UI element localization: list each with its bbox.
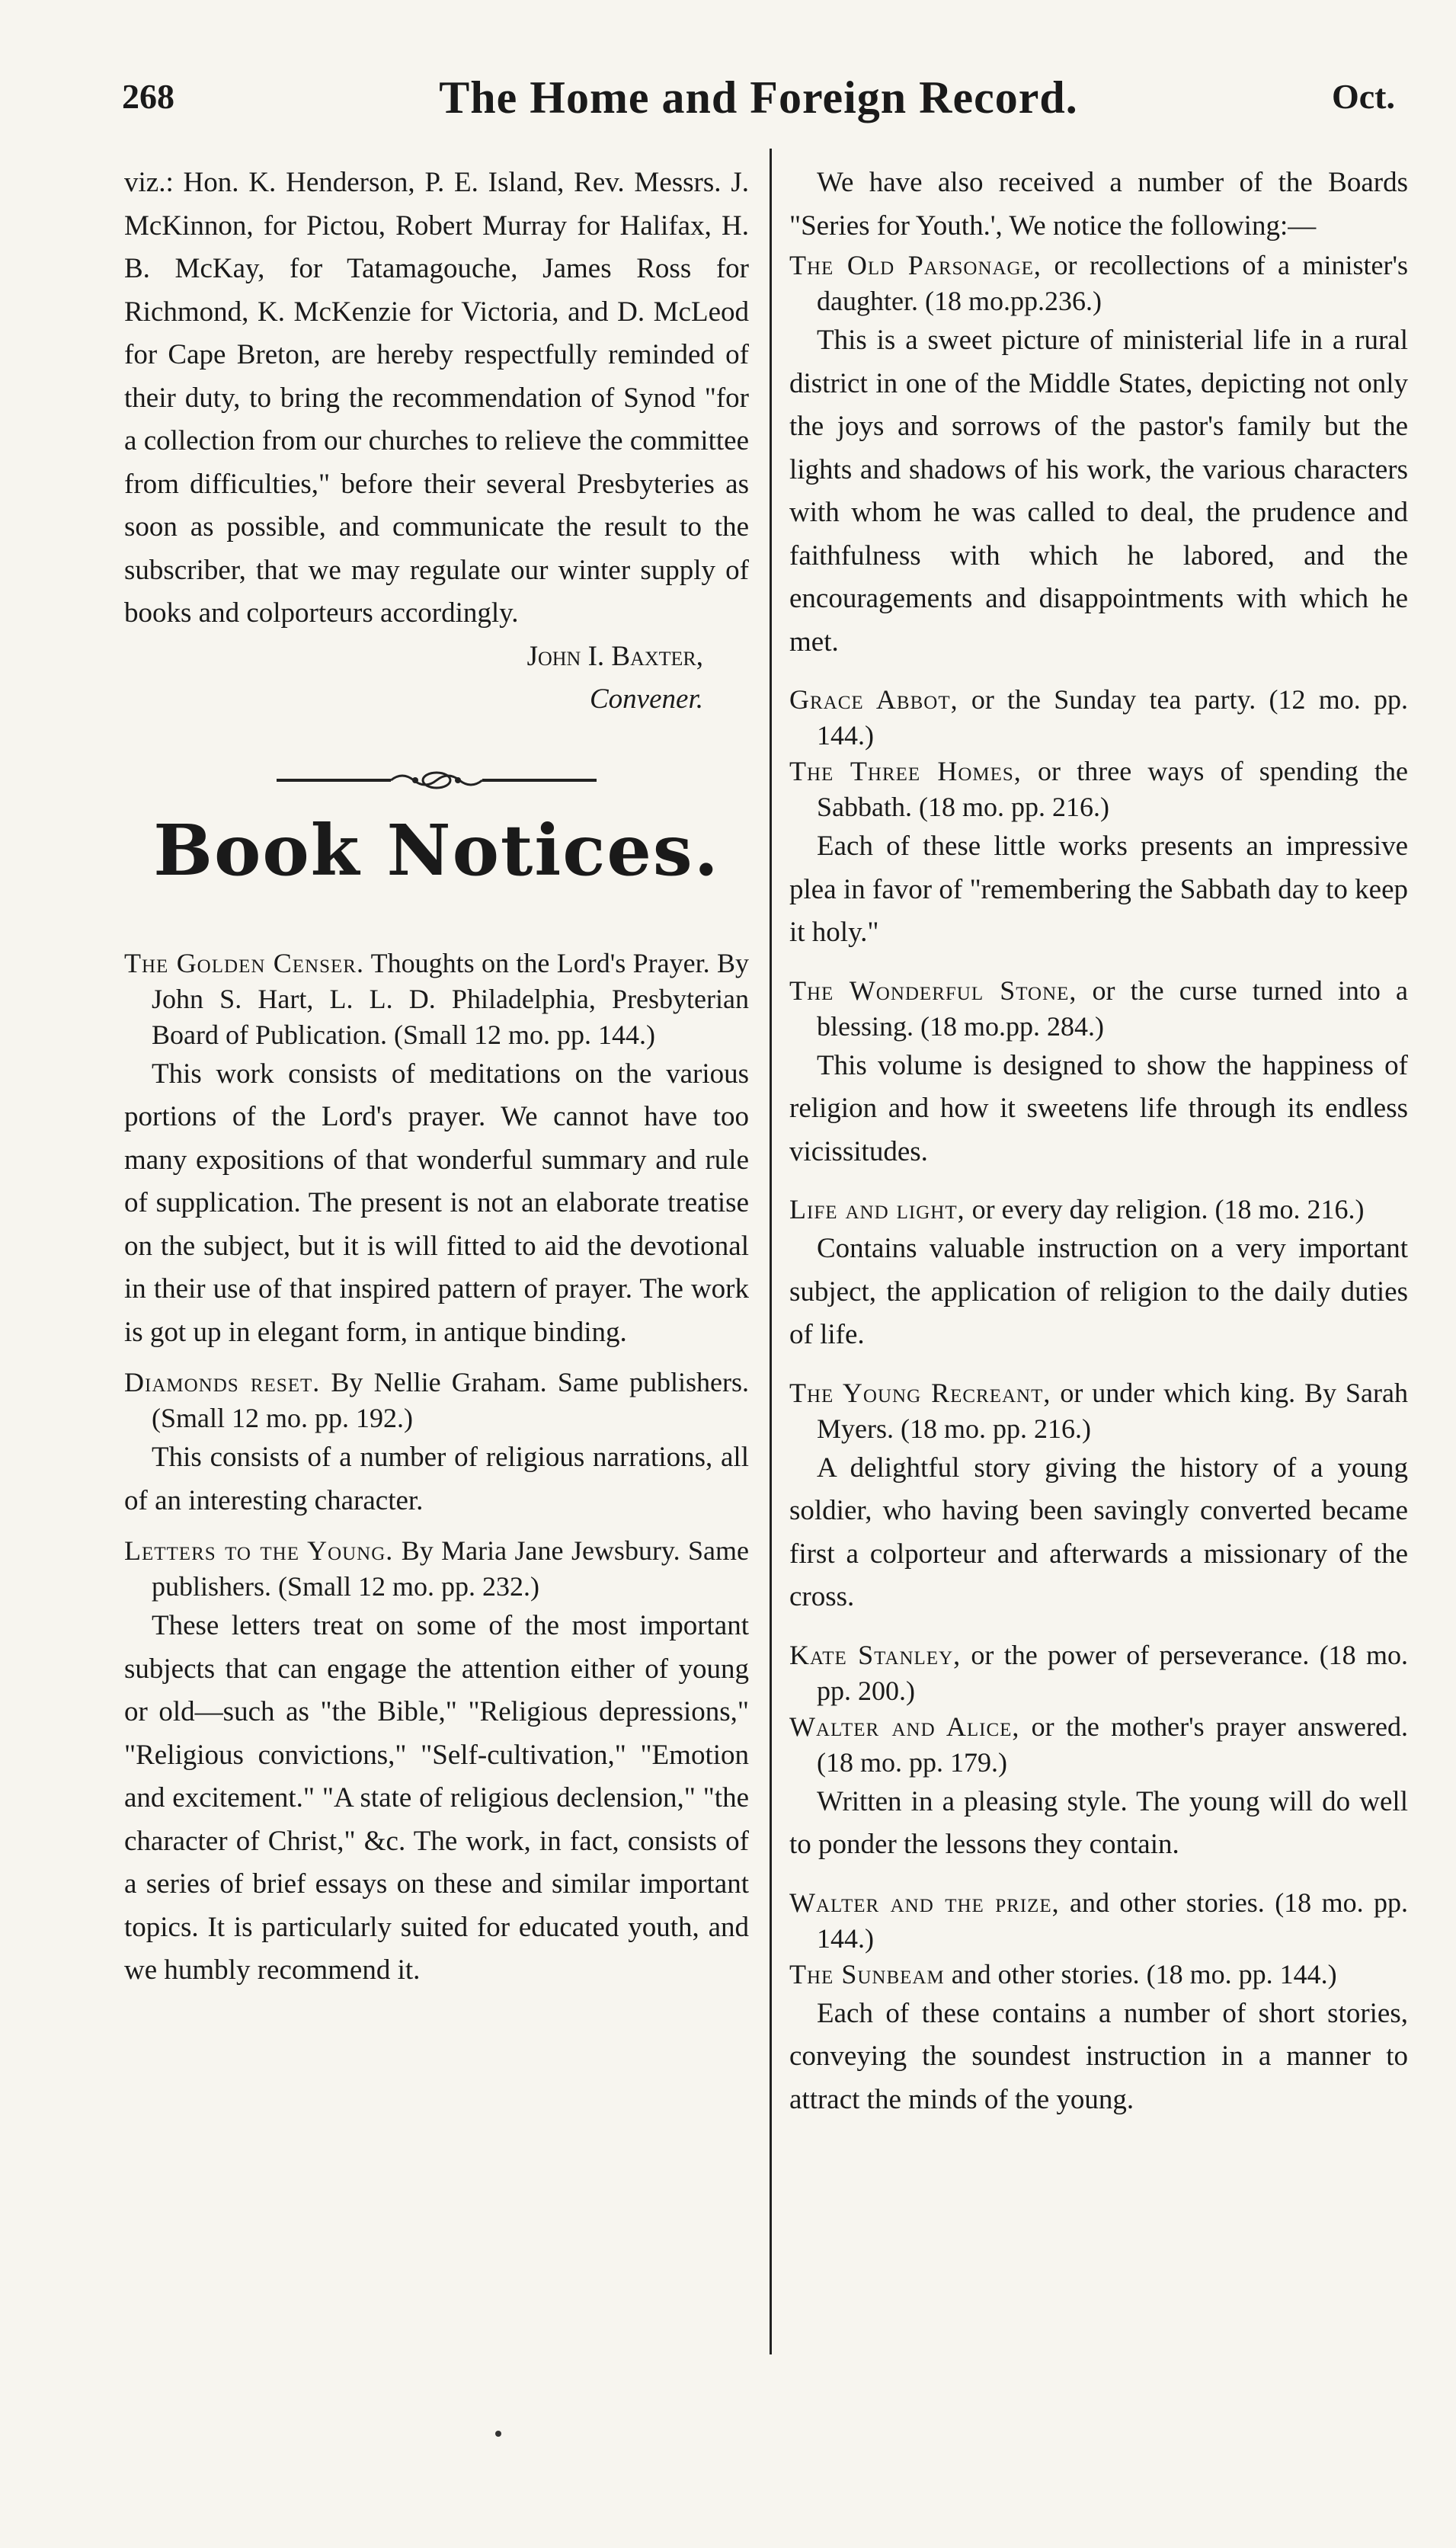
notice-details: and other stories. (18 mo. pp. 144.) — [944, 1958, 1337, 1989]
notice-title: Walter and Alice, — [789, 1711, 1020, 1742]
notice-title: Kate Stanley, — [789, 1639, 962, 1670]
notice-title: The Golden Censer. — [124, 947, 364, 978]
notice-details: or every day religion. (18 mo. 216.) — [965, 1194, 1365, 1224]
notice-title: The Wonderful Stone, — [789, 975, 1077, 1006]
notice-title: The Sunbeam — [789, 1958, 945, 1989]
notice-title: Letters to the Young. — [124, 1535, 394, 1566]
notice-details: or under which king. By Sarah Myers. (18 mo. pp. 216.) — [817, 1377, 1408, 1444]
ornament-divider — [124, 767, 749, 793]
notice-entry — [789, 973, 1408, 1045]
notice-details: or recollections of a minister's daughter. (18 mo.pp.236.) — [817, 250, 1409, 316]
notice-body: This is a sweet picture of ministerial life in a rural district in one of the Middle States, depicting not only the joys and sorrows of the pastor's family but the lights and shadows of his work, the various characters with whom he was called to deal, the prudence and faithfulness with which he labored, and the encouragements and disappointments with which he met. — [789, 325, 1408, 658]
notice-details: or the curse turned into a blessing. (18 mo.pp. 284.) — [817, 975, 1409, 1042]
notice-title: Life and light, — [789, 1194, 965, 1224]
notice-details: By Nellie Graham. Same publishers. (Small 12 mo. pp. 192.) — [152, 1367, 749, 1433]
notice-title: The Three Homes, — [789, 756, 1022, 786]
notice-title: Walter and the prize, — [789, 1887, 1060, 1918]
notice-details: and other stories. (18 mo. pp. 144.) — [817, 1887, 1408, 1954]
notice-entry — [789, 1375, 1408, 1447]
notice-title: The Old Parsonage, — [789, 250, 1042, 280]
notice-body: Each of these contains a number of short stories, conveying the soundest instruction in a manner to attract the minds of the young. — [789, 1997, 1408, 2115]
notice-entry — [789, 1709, 1408, 1781]
notice-details: or the mother's prayer answered. (18 mo. pp. 179.) — [817, 1711, 1408, 1778]
notice-details: By Maria Jane Jewsbury. Same publishers. (Small 12 mo. pp. 232.) — [152, 1535, 749, 1602]
notice-entry — [124, 1365, 749, 1522]
signature-role: Convener. — [590, 683, 703, 715]
synod-notice-text: viz.: Hon. K. Henderson, P. E. Island, Rev. Messrs. J. McKinnon, for Pictou, Robert Murray for Halifax, H. B. McKay, for Tatamagouche, James Ross for Richmond, K. McKenzie for Victoria, and D. McLeod for Cape Breton, are hereby respectfully reminded of their duty, to bring the recommendation of Synod "for a collection from our churches to relieve the committee from difficulties," before their several Presbyteries as soon as possible, and communicate the result to the subscriber, that we may regulate our winter supply of books and colporteurs accordingly. — [124, 167, 749, 629]
series-intro: We have also received a number of the Boards "Series for Youth.', We notice the following:— — [789, 167, 1408, 242]
notice-entry — [789, 1637, 1408, 1709]
notice-details: or three ways of spending the Sabbath. (18 mo. pp. 216.) — [817, 756, 1408, 822]
notice-body: This volume is designed to show the happiness of religion and how it sweetens life through its endless vicissitudes. — [789, 1049, 1408, 1167]
notice-body: These letters treat on some of the most important subjects that can engage the attention either of young or old—such as "the Bible," "Religious depressions," "Religious convictions," "Self-cultivation," "Emotion and excitement." "A state of religious declension," "the character of Christ," &c. The work, in fact, consists of a series of brief essays on these and similar important topics. It is particularly suited for educated youth, and we humbly recommend it. — [124, 1610, 749, 1986]
notice-details: or the power of perseverance. (18 mo. pp. 200.) — [817, 1639, 1408, 1706]
notice-entry — [789, 1192, 1408, 1228]
notice-title: The Young Recreant, — [789, 1377, 1051, 1408]
notice-body: Written in a pleasing style. The young will do well to ponder the lessons they contain. — [789, 1785, 1408, 1860]
notice-title: Grace Abbot, — [789, 684, 958, 715]
page-header — [122, 72, 1395, 137]
notice-entry — [124, 1533, 749, 1993]
notice-entry — [789, 1885, 1408, 1957]
section-heading: Book Notices. — [153, 808, 720, 891]
notice-details: or the Sunday tea party. (12 mo. pp. 144.) — [817, 684, 1408, 751]
notice-entry — [789, 1957, 1408, 1993]
page-number: 268 — [122, 77, 174, 116]
right-column — [789, 162, 1408, 2121]
running-title: The Home and Foreign Record. — [439, 72, 1078, 123]
signature-name: John I. Baxter, — [526, 640, 703, 672]
print-speck — [495, 2431, 501, 2437]
notice-body: Each of these little works presents an impressive plea in favor of "remembering the Sabbath day to keep it holy." — [789, 831, 1408, 948]
notice-entry — [124, 946, 749, 1355]
notice-entry — [789, 682, 1408, 754]
notice-details: Thoughts on the Lord's Prayer. By John S. Hart, L. L. D. Philadelphia, Presbyterian Board of Publication. (Small 12 mo. pp. 144.) — [152, 947, 749, 1050]
notice-body: This work consists of meditations on the various portions of the Lord's prayer. We cannot have too many expositions of that wonderful summary and rule of supplication. The present is not an elaborate treatise on the subject, but it is will fitted to aid the devotional in their use of that inspired pattern of prayer. The work is got up in elegant form, in antique binding. — [124, 1058, 749, 1348]
issue-month: Oct. — [1331, 77, 1395, 116]
notice-title: Diamonds reset. — [124, 1367, 321, 1397]
notice-body: Contains valuable instruction on a very important subject, the application of religion to the daily duties of life. — [789, 1233, 1408, 1350]
notice-body: This consists of a number of religious narrations, all of an interesting character. — [124, 1442, 749, 1516]
notice-entry — [789, 248, 1408, 319]
notice-entry — [789, 754, 1408, 825]
notice-body: A delightful story giving the history of a young soldier, who having been savingly converted became first a colporteur and afterwards a missionary of the cross. — [789, 1452, 1408, 1612]
left-column — [124, 162, 749, 1993]
column-divider — [770, 149, 772, 2354]
